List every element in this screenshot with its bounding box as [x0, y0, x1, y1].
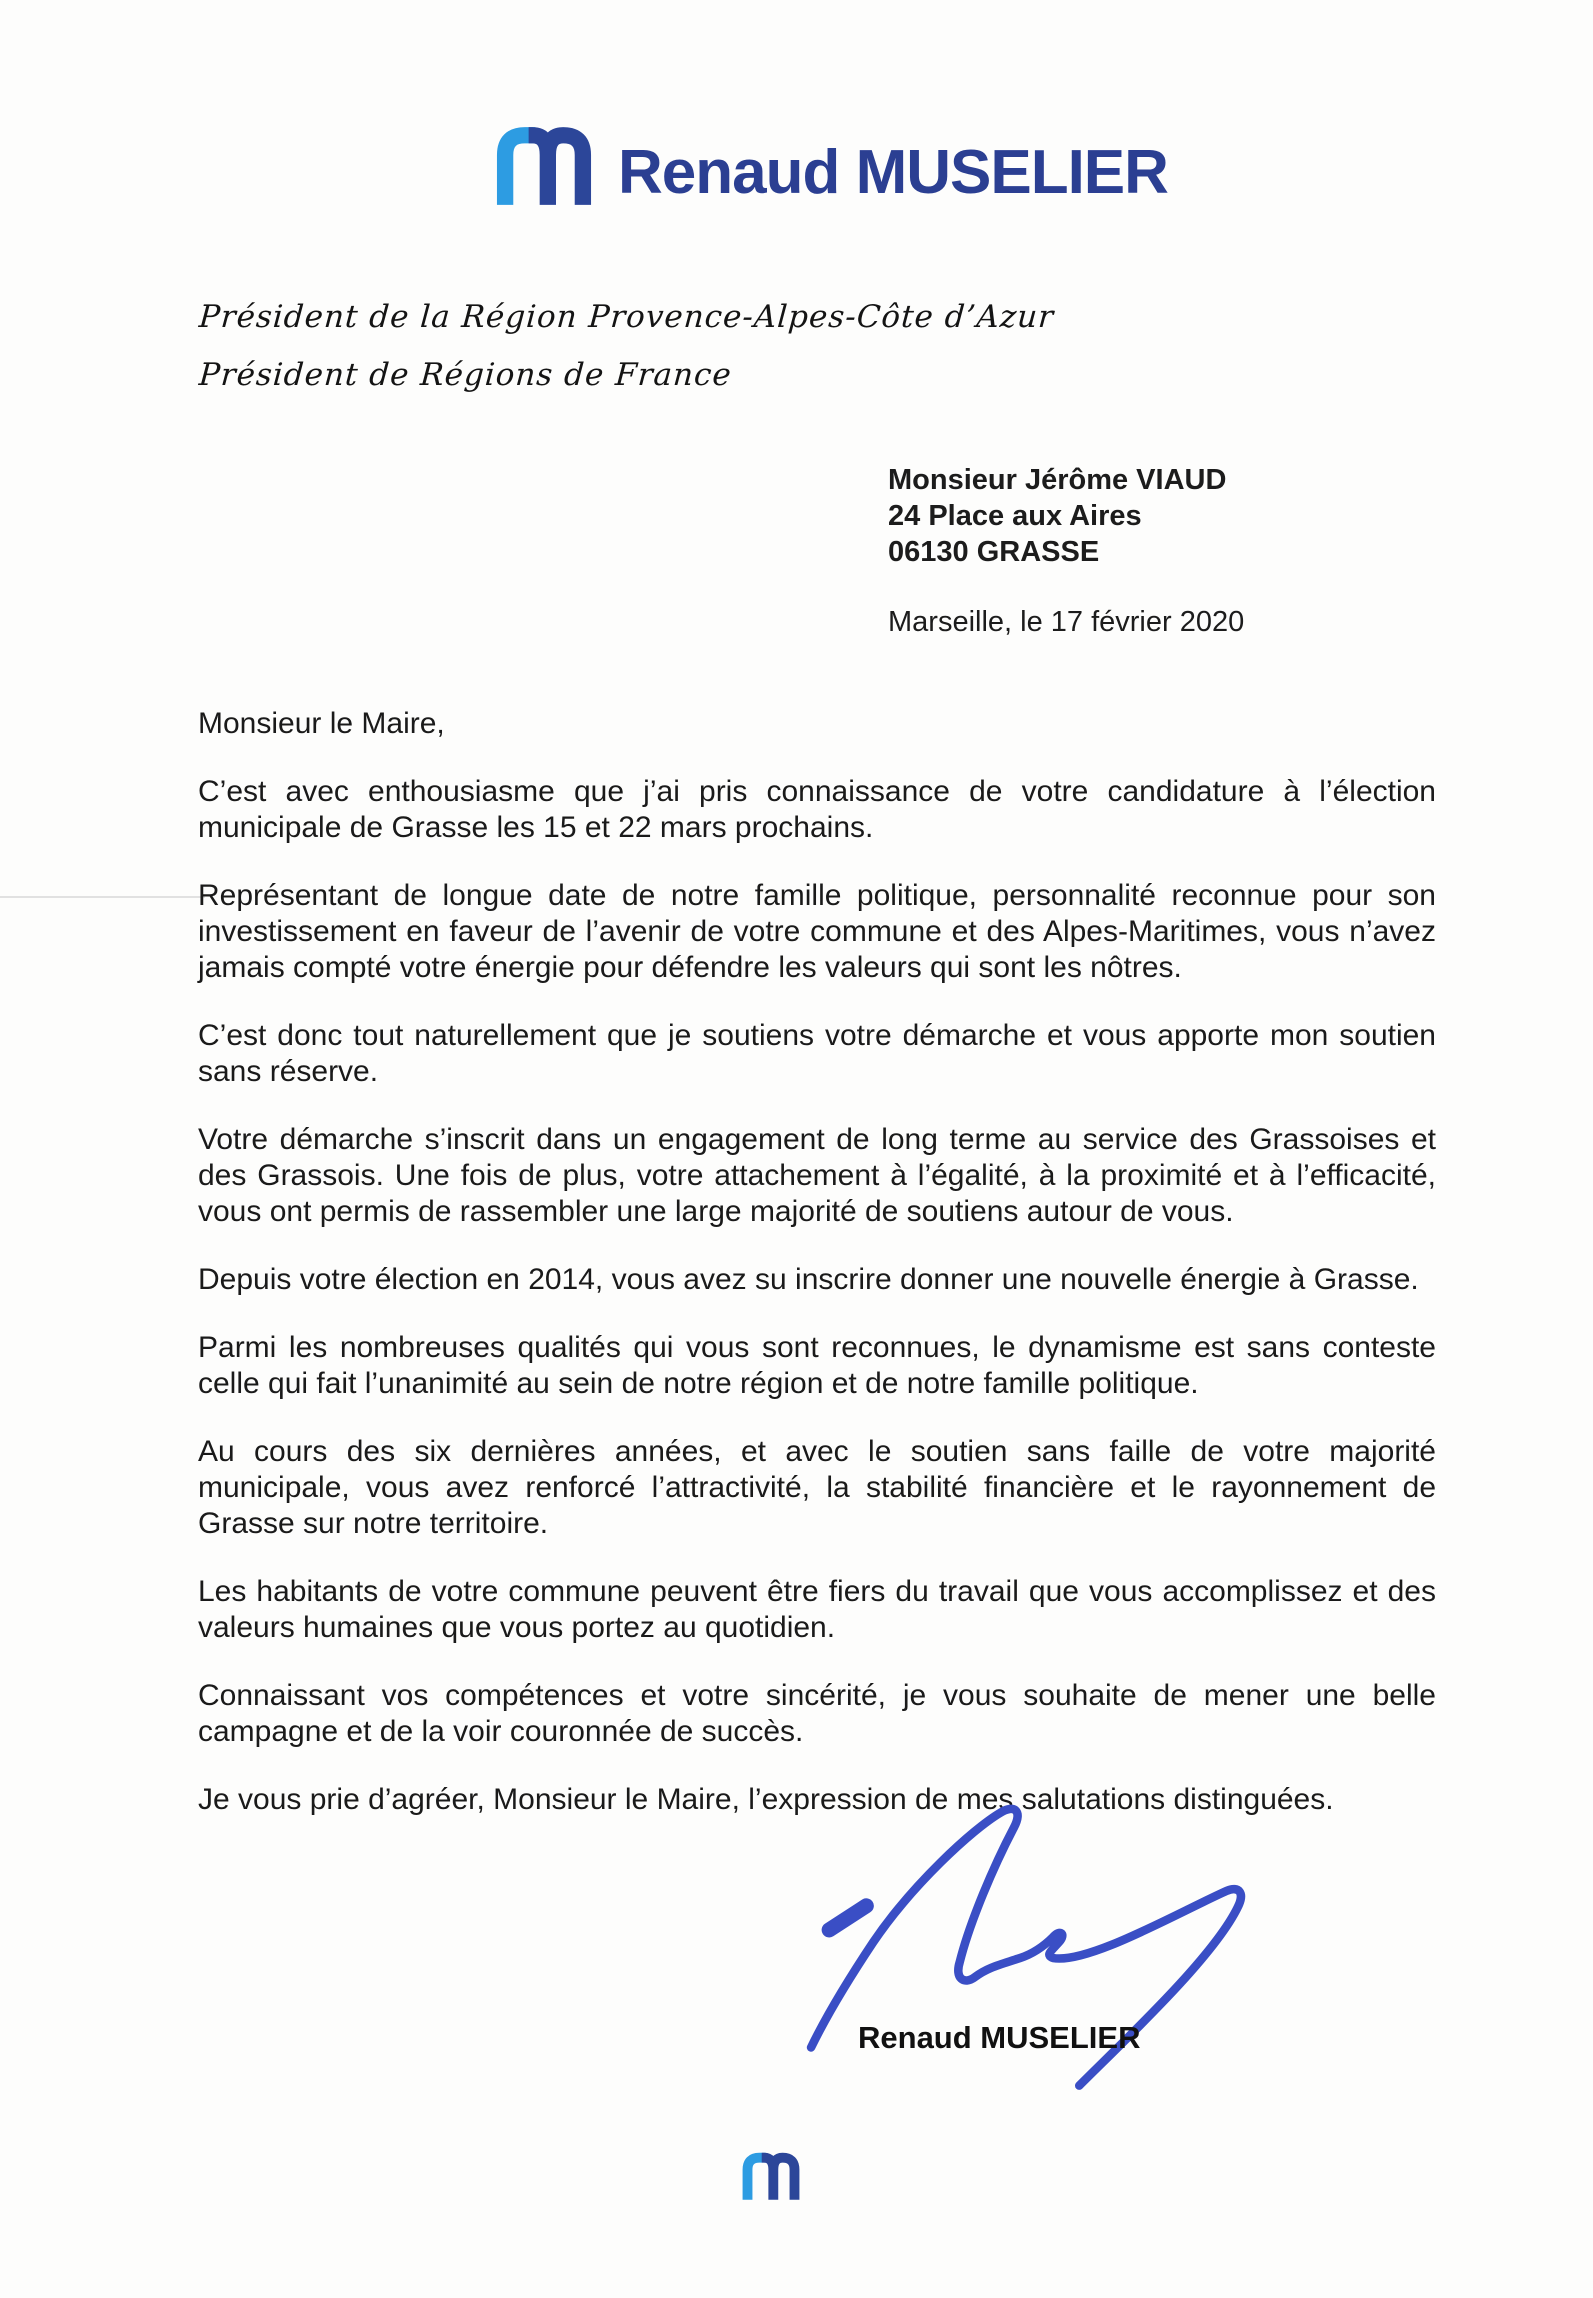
letter-paragraph: Votre démarche s’inscrit dans un engagement de long terme au service des Grassoises et des Grassois. Une fois de plus, votre attachement à l’égalité, à la proximité et à l’efficacité, vous ont permis de rassembler une large majorité de soutiens autour de vous.: [198, 1123, 1436, 1228]
letter-paragraph: Représentant de longue date de notre famille politique, personnalité reconnue pour son investissement en faveur de l’avenir de votre commune et des Alpes-Maritimes, vous n’avez jamais compté votre énergie pour défendre les valeurs qui sont les nôtres.: [198, 879, 1436, 984]
dateline: Marseille, le 17 février 2020: [888, 606, 1245, 638]
salutation: Monsieur le Maire,: [198, 707, 445, 740]
signatory-name: Renaud MUSELIER: [858, 2020, 1141, 2055]
recipient-block: [888, 462, 1244, 640]
recipient-address: 24 Place aux Aires: [888, 500, 1142, 532]
letter-paragraph: C’est avec enthousiasme que j’ai pris connaissance de votre candidature à l’élection municipale de Grasse les 15 et 22 mars prochains.: [198, 775, 1436, 844]
scan-artifact-line: [0, 896, 205, 898]
muselier-m-monogram-icon: [496, 126, 592, 205]
letterhead-logo: [496, 126, 1168, 205]
letter-paragraph: Depuis votre élection en 2014, vous avez su inscrire donner une nouvelle énergie à Grasse.: [198, 1263, 1419, 1296]
letter-paragraph: Parmi les nombreuses qualités qui vous sont reconnues, le dynamisme est sans conteste celle qui fait l’unanimité au sein de notre région et de notre famille politique.: [198, 1331, 1436, 1400]
logo-wordmark: Renaud MUSELIER: [618, 138, 1168, 207]
recipient-name: Monsieur Jérôme VIAUD: [888, 464, 1227, 496]
letterhead-title-line2: Président de Régions de France: [197, 357, 734, 393]
muselier-m-monogram-icon: [742, 2152, 800, 2200]
signature-block: [793, 1793, 1255, 2095]
letter-paragraph: C’est donc tout naturellement que je soutiens votre démarche et vous apporte mon soutien sans réserve.: [198, 1019, 1436, 1088]
recipient-city: 06130 GRASSE: [888, 536, 1100, 568]
letter-paragraph: Les habitants de votre commune peuvent être fiers du travail que vous accomplissez et des valeurs humaines que vous portez au quotidien.: [198, 1575, 1436, 1644]
footer-logo: [742, 2152, 800, 2205]
letter-paragraph: Je vous prie d’agréer, Monsieur le Maire, l’expression de mes salutations distinguées.: [198, 1783, 1334, 1816]
letterhead-title-line1: Président de la Région Provence-Alpes-Côte d’Azur: [197, 299, 1056, 335]
letter-body: [198, 706, 1436, 1850]
letterhead-titles: [197, 288, 1056, 404]
letter-paragraph: Au cours des six dernières années, et avec le soutien sans faille de votre majorité municipale, vous avez renforcé l’attractivité, la stabilité financière et le rayonnement de Grasse sur notre territoire.: [198, 1435, 1436, 1540]
letter-paragraph: Connaissant vos compétences et votre sincérité, je vous souhaite de mener une belle campagne et de la voir couronnée de succès.: [198, 1679, 1436, 1748]
